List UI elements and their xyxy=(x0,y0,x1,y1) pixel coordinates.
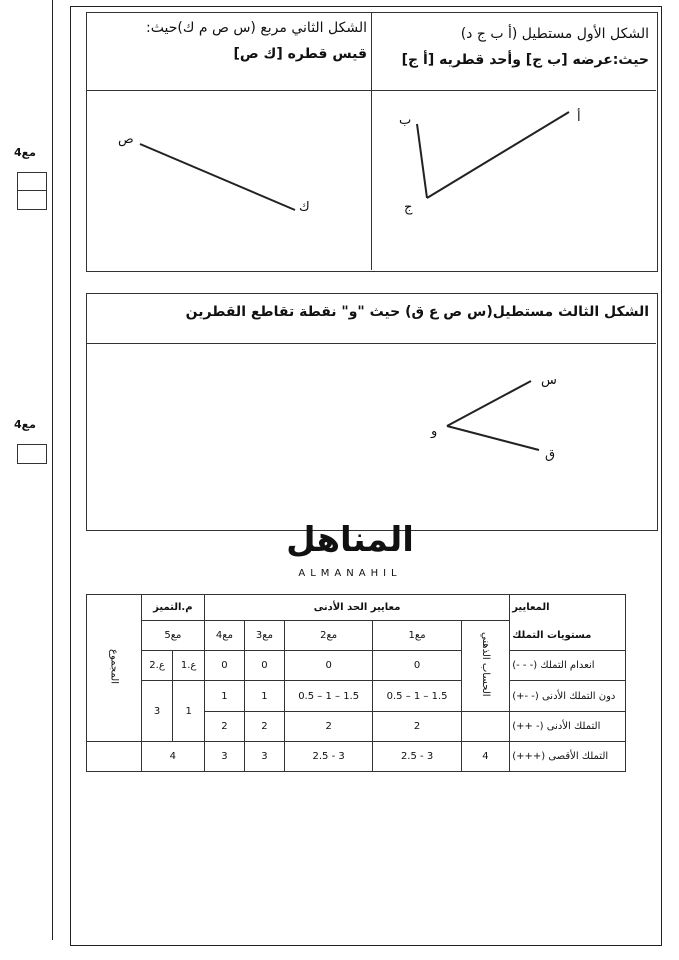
fig3-point-w: و xyxy=(431,424,438,439)
fig1-side-bc xyxy=(417,124,427,198)
row-max-sym: (+++) xyxy=(512,750,546,762)
row-level-below-min xyxy=(510,681,626,711)
fig2-desc: قيس قطره [ك ص] xyxy=(233,46,367,62)
fig3-segment-wq xyxy=(447,426,539,450)
cell-below-c4: 1 xyxy=(204,681,244,711)
cell-min-c3: 2 xyxy=(244,711,284,741)
fig1-diagonal-ac xyxy=(427,112,569,198)
logo-latin: ALMANAHIL xyxy=(298,568,402,579)
cell-none-c4: 0 xyxy=(204,651,244,681)
row-min-sym: (- ++) xyxy=(512,720,544,732)
cell-min-c4: 2 xyxy=(204,711,244,741)
cell-e1: 1 xyxy=(173,681,205,741)
cell-below-c3: 1 xyxy=(244,681,284,711)
row-level-max xyxy=(510,741,626,771)
th-levels: مستويات التملك xyxy=(510,621,626,651)
row-max-label: التملك الأقصى xyxy=(548,750,609,762)
th-total xyxy=(87,595,142,742)
th-c5: مع5 xyxy=(141,621,204,651)
th-c1: مع1 xyxy=(373,621,461,651)
th-c3: مع3 xyxy=(244,621,284,651)
fig2-point-s: ص xyxy=(118,132,134,147)
almanahil-logo xyxy=(285,520,415,584)
row-min-label: التملك الأدنى xyxy=(546,720,601,732)
fig2-point-k: ك xyxy=(299,200,310,215)
cell-min-c1: 2 xyxy=(373,711,461,741)
cell-min-blank xyxy=(461,711,509,741)
fig1-point-b: ب xyxy=(399,113,412,128)
cell-below-c1: 1.5 – 1 – 0.5 xyxy=(373,681,461,711)
th-mental-label: الحساب الذهني xyxy=(479,632,491,697)
th-c2: مع2 xyxy=(284,621,372,651)
fig1-point-a: أ xyxy=(577,110,581,125)
fig1-title: الشكل الأول مستطيل (أ ب ج د) xyxy=(460,26,649,42)
cell-max-c5: 4 xyxy=(141,741,204,771)
row-level-none xyxy=(510,651,626,681)
cell-max-c2: 3 - 2.5 xyxy=(284,741,372,771)
cell-max-c1: 3 - 2.5 xyxy=(373,741,461,771)
fig3-title: الشكل الثالث مستطيل(س ص ع ق) حيث "و" نقطة تقاطع القطرين xyxy=(185,304,649,320)
th-c4: مع4 xyxy=(204,621,244,651)
cell-min-c2: 2 xyxy=(284,711,372,741)
side-label-1: مع4 xyxy=(14,146,36,159)
fig1-desc: حيث:عرضه [ب ج] وأحد قطريه [أ ج] xyxy=(401,52,649,68)
th-criteria: المعايير xyxy=(510,595,626,621)
row-level-min xyxy=(510,711,626,741)
logo-arabic: المناهل xyxy=(286,520,414,560)
fig1-point-c: ج xyxy=(404,200,413,215)
cell-max-c3: 3 xyxy=(244,741,284,771)
fig2-title: الشكل الثاني مربع (س ص م ك)حيث: xyxy=(146,20,367,36)
row-none-label: انعدام التملك xyxy=(540,660,595,672)
side-label-2: مع4 xyxy=(14,418,36,431)
cell-e1-head: ع.1 xyxy=(173,651,205,681)
row-none-sym: (- - -) xyxy=(512,660,538,672)
th-total-label: المجموع xyxy=(108,648,120,684)
cell-max-c4: 3 xyxy=(204,741,244,771)
criteria-table xyxy=(86,594,626,772)
cell-e2: 3 xyxy=(141,681,173,741)
fig2-diagonal-ks xyxy=(140,144,295,210)
row-below-sym: (- -+) xyxy=(512,690,539,702)
row-below-label: دون التملك الأدنى xyxy=(541,690,616,702)
th-mental xyxy=(461,621,509,711)
fig3-segment-ws xyxy=(447,381,531,426)
th-minimum-criteria: معايير الحد الأدنى xyxy=(204,595,509,621)
th-excellence: م.التميز xyxy=(141,595,204,621)
cell-below-c2: 1.5 – 1 – 0.5 xyxy=(284,681,372,711)
cell-e2-head: ع.2 xyxy=(141,651,173,681)
fig3-point-s: س xyxy=(541,373,557,388)
cell-none-c2: 0 xyxy=(284,651,372,681)
cell-none-c1: 0 xyxy=(373,651,461,681)
fig3-point-q: ق xyxy=(545,447,556,462)
cell-none-c3: 0 xyxy=(244,651,284,681)
cell-total-score[interactable] xyxy=(87,741,142,771)
cell-max-num: 4 xyxy=(461,741,509,771)
